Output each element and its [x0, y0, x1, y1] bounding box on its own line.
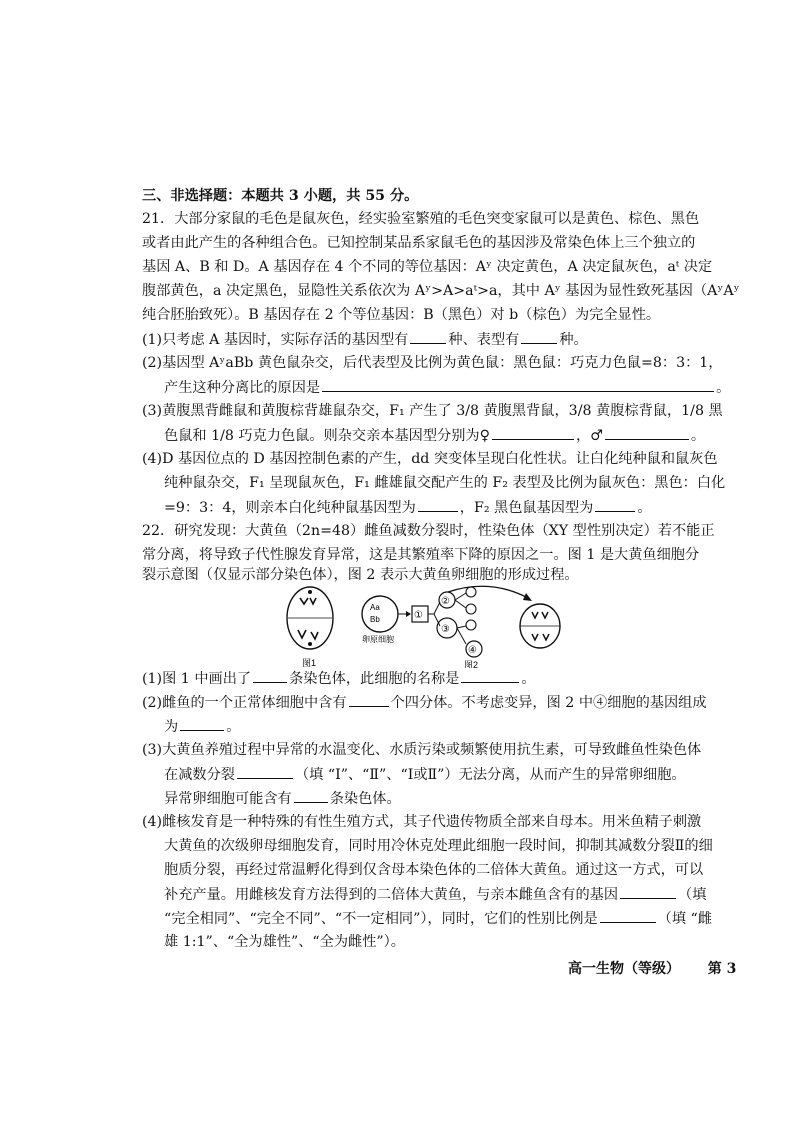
oogonium-cell [362, 596, 398, 632]
q22-p4-text-a: 补充产量。用雌核发育方法得到的二倍体大黄鱼，与亲本雌鱼含有的基因 [164, 887, 619, 903]
answer-blank[interactable] [418, 497, 458, 512]
figure-area [280, 584, 580, 668]
answer-blank[interactable] [322, 377, 714, 392]
answer-blank[interactable] [521, 329, 557, 344]
answer-blank[interactable] [410, 329, 446, 344]
q22-p2-text-b: 个四分体。不考虑变异，图 2 中④细胞的基因组成 [390, 695, 707, 711]
fig1-label: 图1 [302, 658, 317, 668]
q21-p4-text-c: 。 [637, 500, 652, 516]
q22-intro-line-1: 22．研究发现：大黄鱼（2n=48）雌鱼减数分裂时，性染色体（XY 型性别决定）若不能正 [142, 523, 715, 539]
page-footer [568, 958, 736, 978]
q21-intro-line-5: 纯合胚胎致死）。B 基因存在 2 个等位基因：B（黑色）对 b（棕色）为完全显性。 [142, 307, 661, 323]
q22-part-1 [142, 668, 536, 689]
node-3: ③ [441, 624, 450, 635]
q21-part-4-line-3 [164, 497, 652, 518]
q22-p2-text-a: (2)雌鱼的一个正常体细胞中含有 [142, 695, 347, 711]
q22-p4-text-d: （填 “雌 [657, 911, 712, 927]
section-heading: 三、非选择题：本题共 3 小题，共 55 分。 [142, 188, 419, 204]
q21-intro-line-3: 基因 A、B 和 D。A 基因存在 4 个不同的等位基因：Aʸ 决定黄色，A 决定鼠灰色，aᵗ 决定 [142, 259, 713, 275]
figure-1-cell [287, 587, 333, 649]
q22-p1-text-a: (1)图 1 中画出了 [142, 671, 252, 687]
q22-part-4-line-5 [164, 908, 712, 929]
q21-p1-text-b: 种、表型有 [448, 332, 520, 348]
q21-p2-text-b: 。 [716, 380, 731, 396]
q22-p1-text-b: 条染色体，此细胞的名称是 [289, 671, 460, 687]
q21-part-2-line-2 [164, 377, 730, 398]
node-4: ④ [468, 645, 477, 656]
q21-part-4-line-1: (4)D 基因位点的 D 基因控制色素的产生，dd 突变体呈现白化性状。让白化纯种鼠和鼠灰色 [142, 451, 718, 467]
answer-blank[interactable] [600, 908, 656, 923]
oogonium-genes-a: Aa [370, 603, 380, 612]
fig2-label: 图2 [464, 660, 479, 668]
q21-p4-text-a: =9：3：4，则亲本白化纯种鼠基因型为 [164, 500, 416, 516]
q21-p3-text-b: ，♂ [575, 428, 603, 444]
node-1: ① [414, 610, 423, 621]
answer-blank[interactable] [180, 716, 224, 731]
q21-p1-text-c: 种。 [559, 332, 588, 348]
q22-part-4-line-2: 大黄鱼的次级卵母细胞发育，同时用冷休克处理此细胞一段时间，抑制其减数分裂Ⅱ的细 [164, 838, 713, 854]
answer-blank[interactable] [595, 497, 635, 512]
footer-subject: 高一生物（等级） [568, 961, 680, 977]
q21-p2-text-a: 产生这种分离比的原因是 [164, 380, 321, 396]
answer-blank[interactable] [605, 425, 689, 440]
cell-division-diagram [280, 584, 580, 668]
q22-p3-text-a: 在减数分裂 [164, 767, 235, 783]
q22-part-4-line-3: 胞质分裂，再经过常温孵化得到仅含母本染色体的二倍体大黄鱼。通过这一方式，可以 [164, 862, 704, 878]
answer-blank[interactable] [253, 668, 287, 683]
q22-part-3-line-3 [164, 788, 401, 809]
q22-p4-text-c: “完全相同”、“完全不同”、“不一定相同”），同时，它们的性别比例是 [164, 911, 598, 927]
q22-part-3-line-1: (3)大黄鱼养殖过程中异常的水温变化、水质污染或频繁使用抗生素，可导致雌鱼性染色体 [142, 742, 702, 758]
q22-part-2-line-1 [142, 692, 707, 713]
q22-p3-text-c: 异常卵细胞可能含有 [164, 791, 292, 807]
q21-part-2-line-1: (2)基因型 AʸaBb 黄色鼠杂交，后代表型及比例为黄色鼠：黑色鼠：巧克力色鼠=8：3：1， [142, 355, 723, 371]
q22-part-4-line-6: 雄 1:1”、“全为雄性”、“全为雌性”）。 [164, 934, 405, 950]
oogonium-label: 卵原细胞 [362, 635, 394, 644]
q21-part-3-line-2 [164, 425, 705, 446]
q22-part-2-line-2 [164, 716, 240, 737]
node-2: ② [441, 596, 450, 607]
answer-blank[interactable] [349, 692, 389, 707]
footer-page-number: 第 3 [707, 961, 737, 977]
q21-p3-text-c: 。 [690, 428, 706, 444]
answer-blank[interactable] [294, 788, 328, 803]
answer-blank[interactable] [237, 764, 293, 779]
q22-p2-text-c: 为 [164, 719, 179, 735]
q22-p3-text-d: 条染色体。 [329, 791, 401, 807]
q22-p3-text-b: （填 “Ⅰ”、“Ⅱ”、“Ⅰ或Ⅱ”）无法分离，从而产生的异常卵细胞。 [294, 767, 686, 783]
q22-part-4-line-1: (4)雌核发育是一种特殊的有性生殖方式，其子代遗传物质全部来自母本。用米鱼精子刺激 [142, 814, 702, 830]
q21-intro-line-1: 21．大部分家鼠的毛色是鼠灰色，经实验室繁殖的毛色突变家鼠可以是黄色、棕色、黑色 [142, 211, 700, 227]
answer-blank[interactable] [620, 884, 676, 899]
q21-p3-text-a: 色鼠和 1/8 巧克力色鼠。则杂交亲本基因型分别为♀ [164, 428, 490, 444]
q22-intro-line-3: 裂示意图（仅显示部分染色体），图 2 表示大黄鱼卵细胞的形成过程。 [142, 567, 579, 583]
q22-intro-line-2: 常分离，将导致子代性腺发育异常，这是其繁殖率下降的原因之一。图 1 是大黄鱼细胞分 [142, 547, 700, 563]
figure-2-dividing-cell [520, 604, 560, 648]
q22-p1-text-c: 。 [521, 671, 536, 687]
q21-intro-line-2: 或者由此产生的各种组合色。已知控制某品系家鼠毛色的基因涉及常染色体上三个独立的 [142, 235, 696, 251]
answer-blank[interactable] [492, 425, 574, 440]
q21-intro-line-4: 腹部黄色，a 决定黑色，显隐性关系依次为 Aʸ>A>aᵗ>a，其中 Aʸ 基因为显性致死基因（AʸAʸ [142, 283, 740, 299]
q22-part-4-line-4 [164, 884, 706, 905]
q21-part-3-line-1: (3)黄腹黑背雌鼠和黄腹棕背雄鼠杂交，F₁ 产生了 3/8 黄腹黑背鼠，3/8 黄腹棕背鼠，1/8 黑 [142, 403, 723, 419]
q22-part-3-line-2 [164, 764, 686, 785]
q21-part-1 [142, 329, 588, 350]
q21-part-4-line-2: 纯种鼠杂交，F₁ 呈现鼠灰色，F₁ 雌雄鼠交配产生的 F₂ 表型及比例为鼠灰色：黑色：白化 [164, 475, 726, 491]
q21-p1-text-a: (1)只考虑 A 基因时，实际存活的基因型有 [142, 332, 409, 348]
q22-p4-text-b: （填 [678, 887, 707, 903]
q21-p4-text-b: ，F₂ 黑色鼠基因型为 [459, 500, 594, 516]
answer-blank[interactable] [461, 668, 519, 683]
oogonium-genes-b: Bb [370, 615, 380, 624]
q22-p2-text-d: 。 [226, 719, 241, 735]
